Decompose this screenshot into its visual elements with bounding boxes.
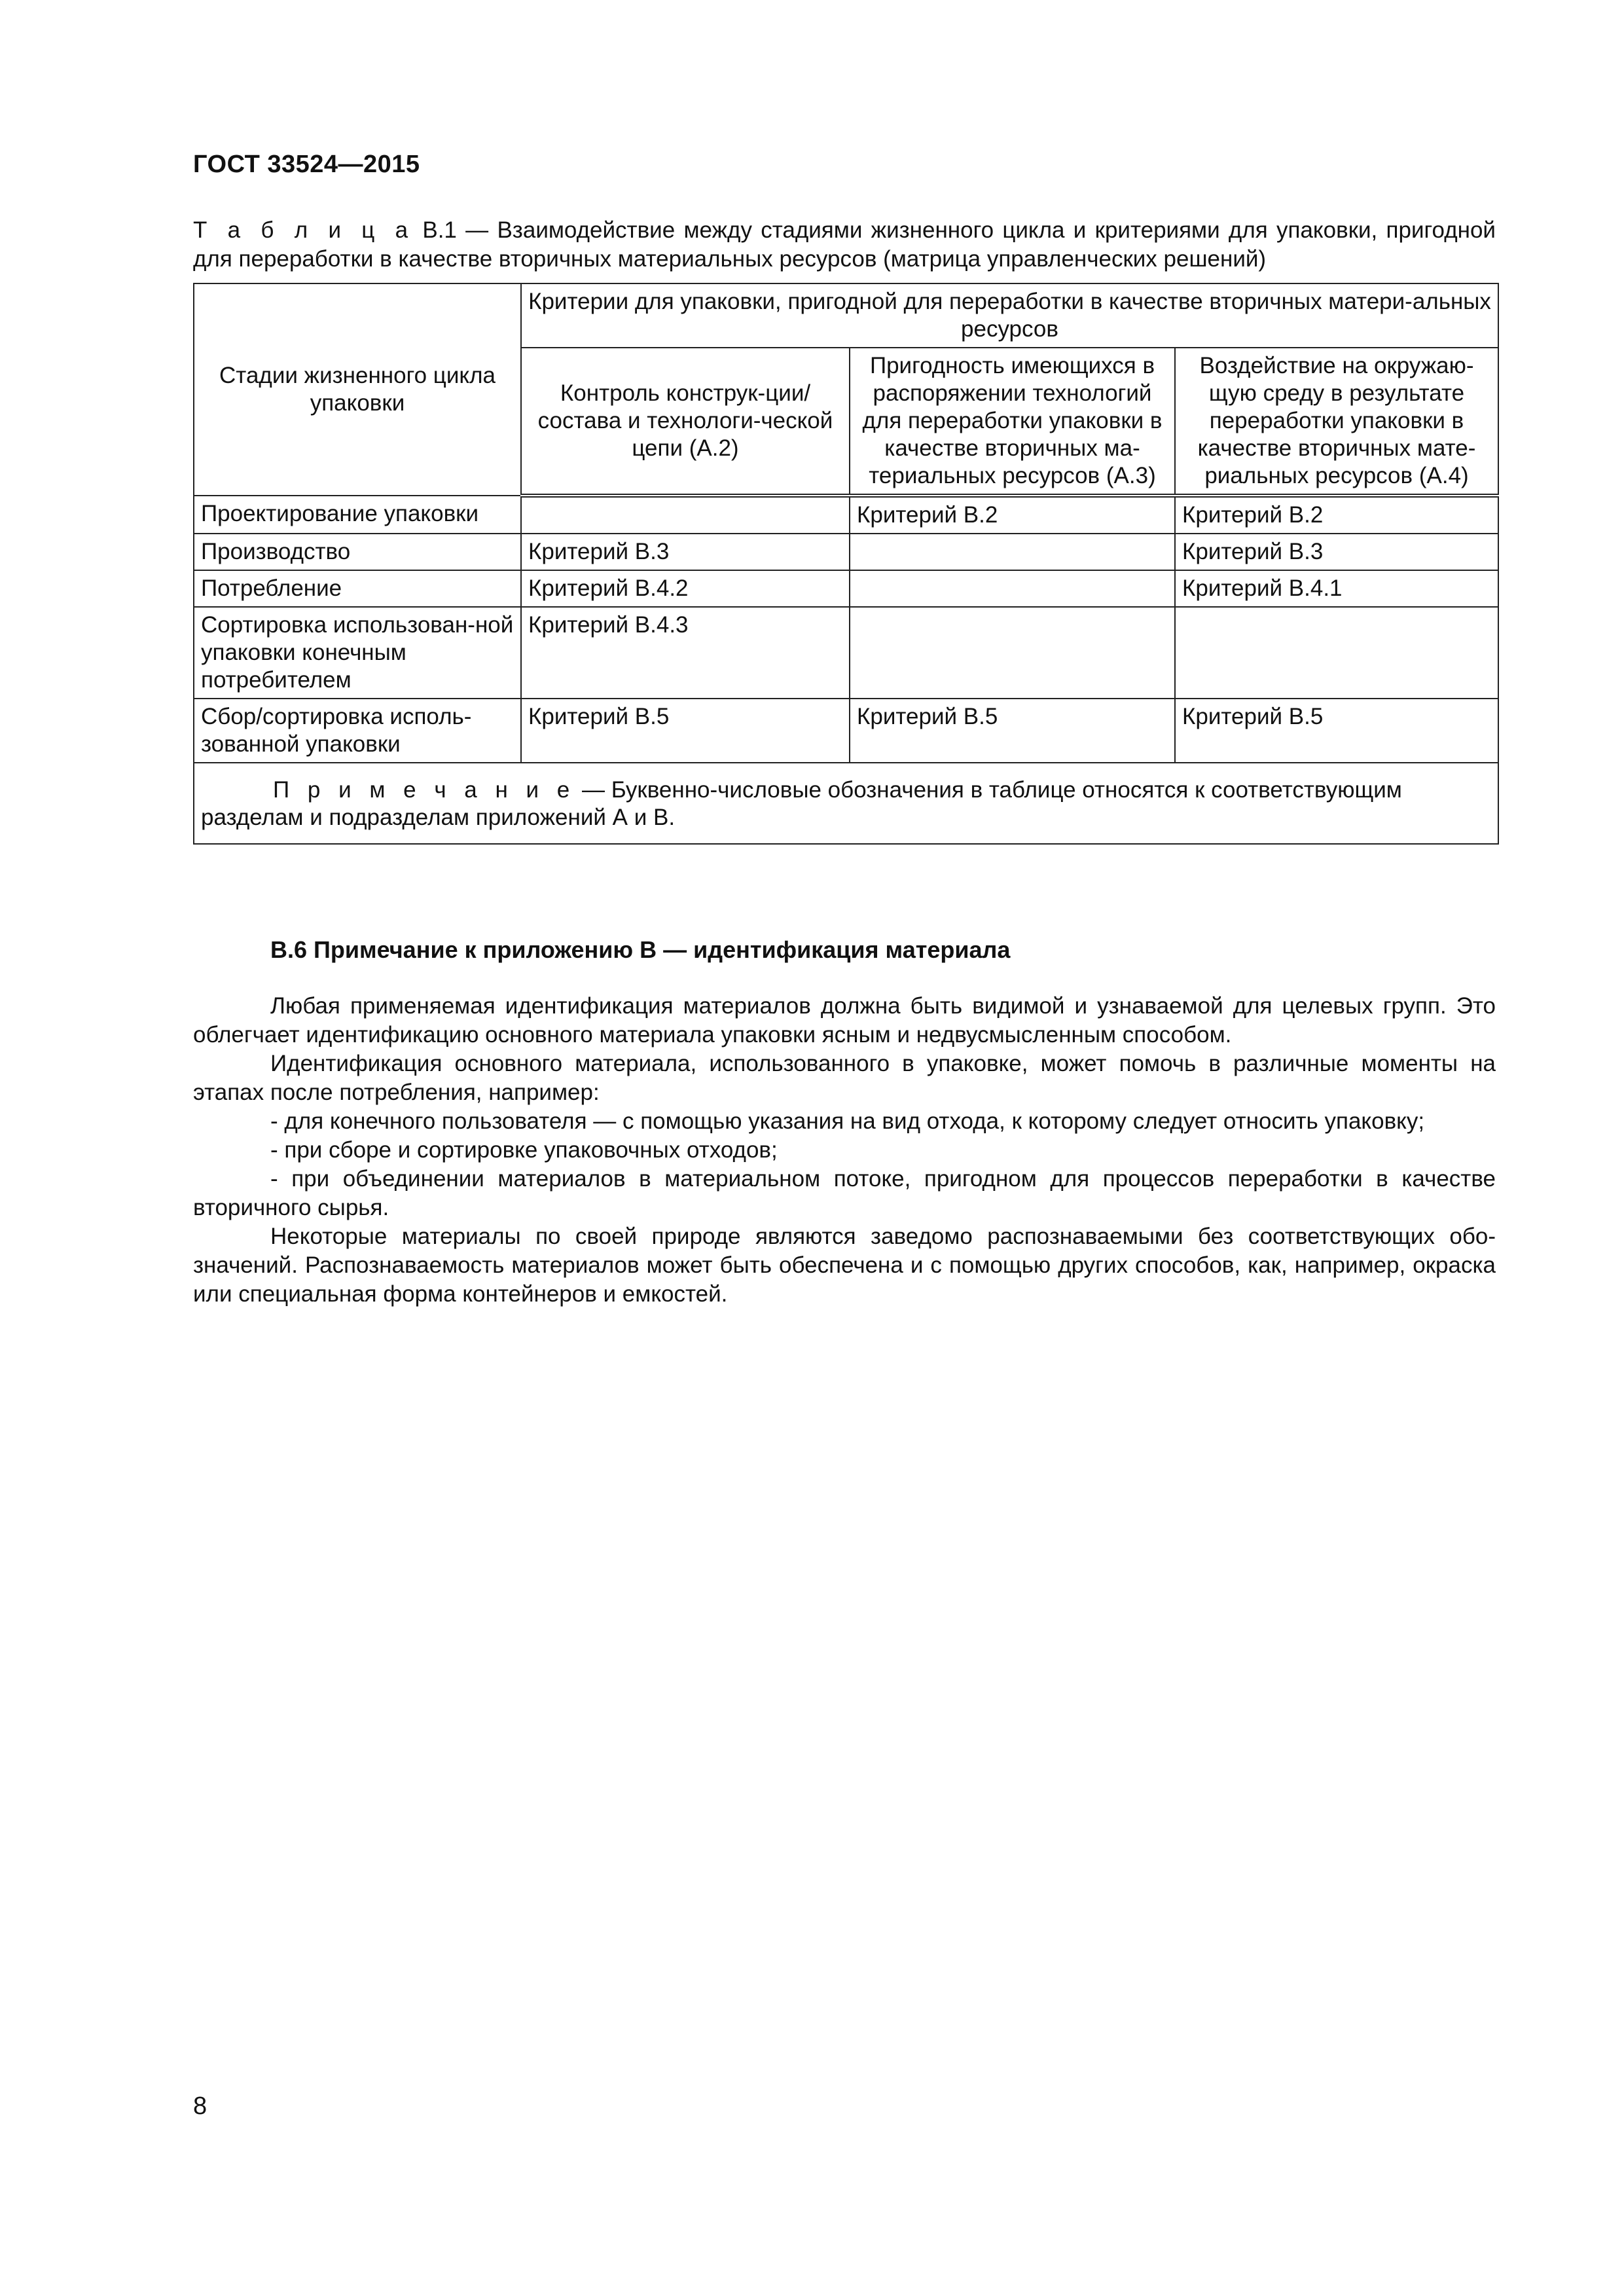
note-label: П р и м е ч а н и е xyxy=(273,777,576,803)
stage-cell: Производство xyxy=(194,534,521,570)
list-item: - при сборе и сортировке упаковочных отходов; xyxy=(270,1137,778,1163)
column-header: Контроль конструк-ции/состава и технологи-ческой цепи (А.2) xyxy=(521,348,850,496)
criterion-cell: Критерий В.4.3 xyxy=(521,607,850,699)
note-text: — Буквенно-числовые обозначения в таблице относятся к соответствующим разделам и подразделам приложений А и В. xyxy=(201,777,1402,830)
stage-cell: Сбор/сортировка исполь-зованной упаковки xyxy=(194,699,521,763)
document-header: ГОСТ 33524—2015 xyxy=(193,151,420,178)
stage-cell: Сортировка использован-ной упаковки конечным потребителем xyxy=(194,607,521,699)
table-note-text xyxy=(201,776,1491,831)
table-note-row xyxy=(194,763,1498,844)
criterion-cell xyxy=(850,607,1175,699)
section-title: В.6 Примечание к приложению В — идентификация материала xyxy=(270,936,1011,963)
criterion-cell: Критерий В.2 xyxy=(850,496,1175,534)
stage-cell: Потребление xyxy=(194,570,521,607)
caption-label: Т а б л и ц а xyxy=(193,217,414,243)
criterion-cell: Критерий В.4.2 xyxy=(521,570,850,607)
stage-cell: Проектирование упаковки xyxy=(194,496,521,534)
page-number: 8 xyxy=(193,2092,208,2120)
paragraph: Идентификация основного материала, использованного в упаковке, может помочь в различные моменты на этапах после потребления, например: xyxy=(193,1051,1496,1105)
criterion-cell xyxy=(521,496,850,534)
criterion-cell: Критерий В.2 xyxy=(1175,496,1498,534)
caption-text: В.1 — Взаимодействие между стадиями жизненного цикла и критериями для упаковки, пригодной для переработки в качестве вторичных материальных ресурсов (матрица управленческих решений) xyxy=(193,217,1496,272)
table-row xyxy=(194,534,1498,570)
decision-matrix-table xyxy=(193,283,1499,845)
criterion-cell: Критерий В.4.1 xyxy=(1175,570,1498,607)
table-row xyxy=(194,699,1498,763)
list-item: - при объединении материалов в материальном потоке, пригодном для процессов переработки в качестве вторичного сырья. xyxy=(193,1166,1496,1220)
table-header-row xyxy=(194,283,1498,348)
criterion-cell: Критерий В.5 xyxy=(521,699,850,763)
criterion-cell: Критерий В.3 xyxy=(521,534,850,570)
column-header: Воздействие на окружаю-щую среду в результате переработки упаковки в качестве вторичных мате-риальных ресурсов (А.4) xyxy=(1175,348,1498,496)
criterion-cell xyxy=(850,534,1175,570)
list-item: - для конечного пользователя — с помощью указания на вид отхода, к которому следует относить упаковку; xyxy=(270,1108,1425,1134)
table-caption xyxy=(193,216,1496,274)
criterion-cell xyxy=(850,570,1175,607)
criterion-cell xyxy=(1175,607,1498,699)
section-body xyxy=(193,992,1496,1309)
stages-header: Стадии жизненного цикла упаковки xyxy=(194,283,521,496)
criterion-cell: Критерий В.5 xyxy=(1175,699,1498,763)
paragraph: Любая применяемая идентификация материалов должна быть видимой и узнаваемой для целевых групп. Это облегчает идентификацию основного материала упаковки ясным и недвусмысленным способом. xyxy=(193,993,1496,1048)
paragraph: Некоторые материалы по своей природе являются заведомо распознаваемыми без соответствующих обо-значений. Распознаваемость материалов может быть обеспечена и с помощью других способов, как, например, окраска или специальная форма контейнеров и емкостей. xyxy=(193,1224,1496,1307)
table-row xyxy=(194,570,1498,607)
table-row xyxy=(194,607,1498,699)
table-row xyxy=(194,496,1498,534)
criteria-header: Критерии для упаковки, пригодной для переработки в качестве вторичных матери-альных ресурсов xyxy=(521,283,1498,348)
criterion-cell: Критерий В.5 xyxy=(850,699,1175,763)
criterion-cell: Критерий В.3 xyxy=(1175,534,1498,570)
column-header: Пригодность имеющихся в распоряжении технологий для переработки упаковки в качестве вторичных ма-териальных ресурсов (А.3) xyxy=(850,348,1175,496)
table-note xyxy=(194,763,1498,844)
